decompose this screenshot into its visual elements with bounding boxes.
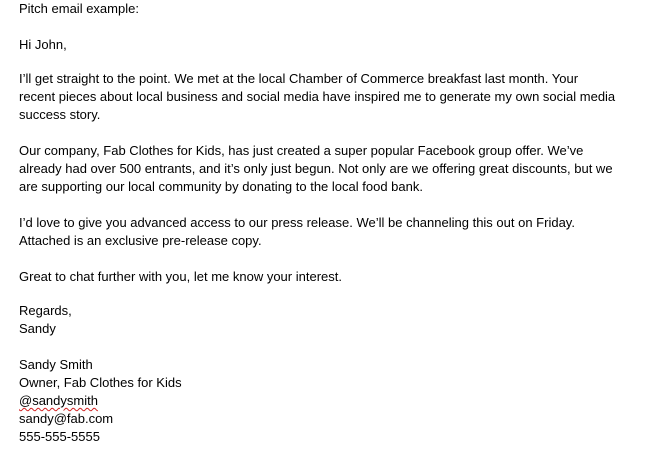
paragraph-4-line-1: Great to chat further with you, let me know your interest. xyxy=(19,269,342,284)
paragraph-1-line-3: success story. xyxy=(19,107,101,122)
closing-regards: Regards, xyxy=(19,303,72,318)
signature-full-name: Sandy Smith xyxy=(19,357,93,372)
signature-handle xyxy=(19,393,98,409)
closing-name: Sandy xyxy=(19,321,56,336)
signature-handle-text: @sandysmith xyxy=(19,393,98,408)
signature-phone: 555-555-5555 xyxy=(19,429,100,444)
paragraph-3-line-2: Attached is an exclusive pre-release copy. xyxy=(19,233,262,248)
paragraph-2-line-1: Our company, Fab Clothes for Kids, has just created a super popular Facebook group offer. We’ve xyxy=(19,143,584,158)
paragraph-3-line-1: I’d love to give you advanced access to our press release. We’ll be channeling this out on Friday. xyxy=(19,215,575,230)
signature-title: Owner, Fab Clothes for Kids xyxy=(19,375,182,390)
paragraph-2-line-3: are supporting our local community by donating to the local food bank. xyxy=(19,179,423,194)
email-greeting: Hi John, xyxy=(19,37,67,52)
paragraph-1-line-2: recent pieces about local business and social media have inspired me to generate my own social media xyxy=(19,89,616,104)
paragraph-2-line-2: already had over 500 entrants, and it’s only just begun. Not only are we offering great discounts, but we xyxy=(19,161,613,176)
signature-email: sandy@fab.com xyxy=(19,411,114,426)
paragraph-1-line-1: I’ll get straight to the point. We met at the local Chamber of Commerce breakfast last month. Your xyxy=(19,71,579,86)
document-heading: Pitch email example: xyxy=(19,1,139,16)
